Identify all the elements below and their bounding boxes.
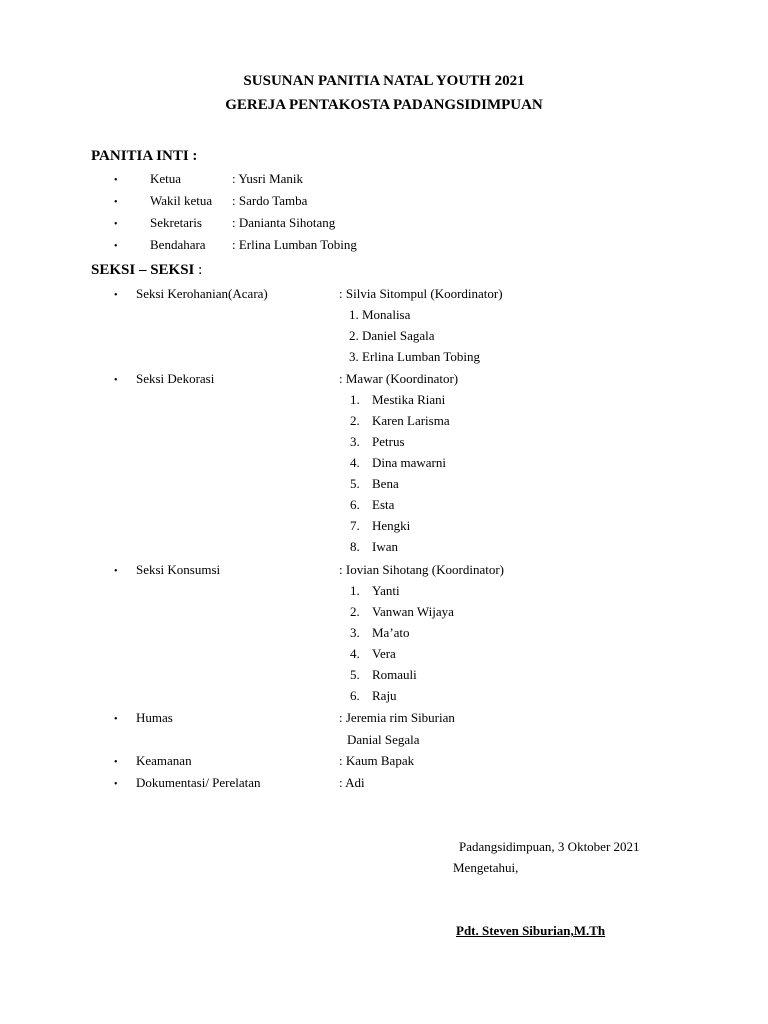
person-name: : Sardo Tamba [232, 193, 308, 208]
member-number: 3. [350, 625, 360, 640]
section-coordinator: : Kaum Bapak [339, 753, 415, 768]
member-number: 8. [350, 539, 360, 554]
member-number: 1. [350, 583, 360, 598]
bullet-icon: • [114, 197, 118, 208]
member-item: 3. Erlina Lumban Tobing [349, 349, 480, 364]
section-coordinator: : Mawar (Koordinator) [339, 371, 459, 386]
role-label: Ketua [150, 171, 182, 186]
section-coordinator: : Silvia Sitompul (Koordinator) [339, 286, 503, 301]
member-number: 5. [350, 476, 360, 491]
member-number: 5. [350, 667, 360, 682]
member-item: Romauli [372, 667, 417, 682]
section-coordinator: : Adi [339, 775, 365, 790]
person-name: : Erlina Lumban Tobing [232, 237, 357, 252]
bullet-icon: • [114, 219, 118, 230]
panitia-inti-heading: PANITIA INTI : [91, 148, 198, 164]
section-role: Seksi Dekorasi [136, 371, 215, 386]
section-coordinator: : Iovian Sihotang (Koordinator) [339, 562, 504, 577]
member-item: Danial Segala [347, 732, 420, 747]
bullet-icon: • [114, 757, 118, 768]
member-item: 1. Monalisa [349, 307, 411, 322]
member-item: Dina mawarni [372, 455, 447, 470]
bullet-icon: • [114, 375, 118, 386]
member-number: 1. [350, 392, 360, 407]
member-item: Mestika Riani [372, 392, 446, 407]
bullet-icon: • [114, 241, 118, 252]
member-number: 4. [350, 455, 360, 470]
member-number: 7. [350, 518, 360, 533]
signatory-name: Pdt. Steven Siburian,M.Th [456, 923, 606, 938]
place-date: Padangsidimpuan, 3 Oktober 2021 [459, 839, 640, 854]
member-item: Vera [372, 646, 396, 661]
section-coordinator: : Jeremia rim Siburian [339, 710, 455, 725]
bullet-icon: • [114, 175, 118, 186]
section-role: Dokumentasi/ Perelatan [136, 775, 261, 790]
member-number: 4. [350, 646, 360, 661]
section-role: Seksi Konsumsi [136, 562, 221, 577]
role-label: Sekretaris [150, 215, 202, 230]
document-title-line2: GEREJA PENTAKOSTA PADANGSIDIMPUAN [225, 97, 543, 113]
section-role: Seksi Kerohanian(Acara) [136, 286, 268, 301]
seksi-heading-text: SEKSI – SEKSI [91, 262, 195, 278]
seksi-heading [91, 262, 202, 278]
member-item: Raju [372, 688, 397, 703]
mengetahui-label: Mengetahui, [453, 860, 519, 875]
bullet-icon: • [114, 290, 118, 301]
member-item: Esta [372, 497, 395, 512]
member-item: Karen Larisma [372, 413, 450, 428]
member-item: Iwan [372, 539, 398, 554]
member-item: Vanwan Wijaya [372, 604, 454, 619]
member-item: Ma’ato [372, 625, 410, 640]
section-role: Humas [136, 710, 173, 725]
member-item: 2. Daniel Sagala [349, 328, 435, 343]
bullet-icon: • [114, 714, 118, 725]
member-number: 2. [350, 604, 360, 619]
bullet-icon: • [114, 566, 118, 577]
member-item: Yanti [372, 583, 400, 598]
member-item: Petrus [372, 434, 405, 449]
member-number: 2. [350, 413, 360, 428]
role-label: Wakil ketua [150, 193, 213, 208]
person-name: : Yusri Manik [232, 171, 304, 186]
member-item: Hengki [372, 518, 411, 533]
member-item: Bena [372, 476, 399, 491]
section-role: Keamanan [136, 753, 192, 768]
bullet-icon: • [114, 779, 118, 790]
seksi-heading-colon: : [198, 262, 203, 278]
role-label: Bendahara [150, 237, 206, 252]
member-number: 6. [350, 497, 360, 512]
member-number: 6. [350, 688, 360, 703]
document-title-line1: SUSUNAN PANITIA NATAL YOUTH 2021 [243, 73, 525, 89]
member-number: 3. [350, 434, 360, 449]
person-name: : Danianta Sihotang [232, 215, 336, 230]
